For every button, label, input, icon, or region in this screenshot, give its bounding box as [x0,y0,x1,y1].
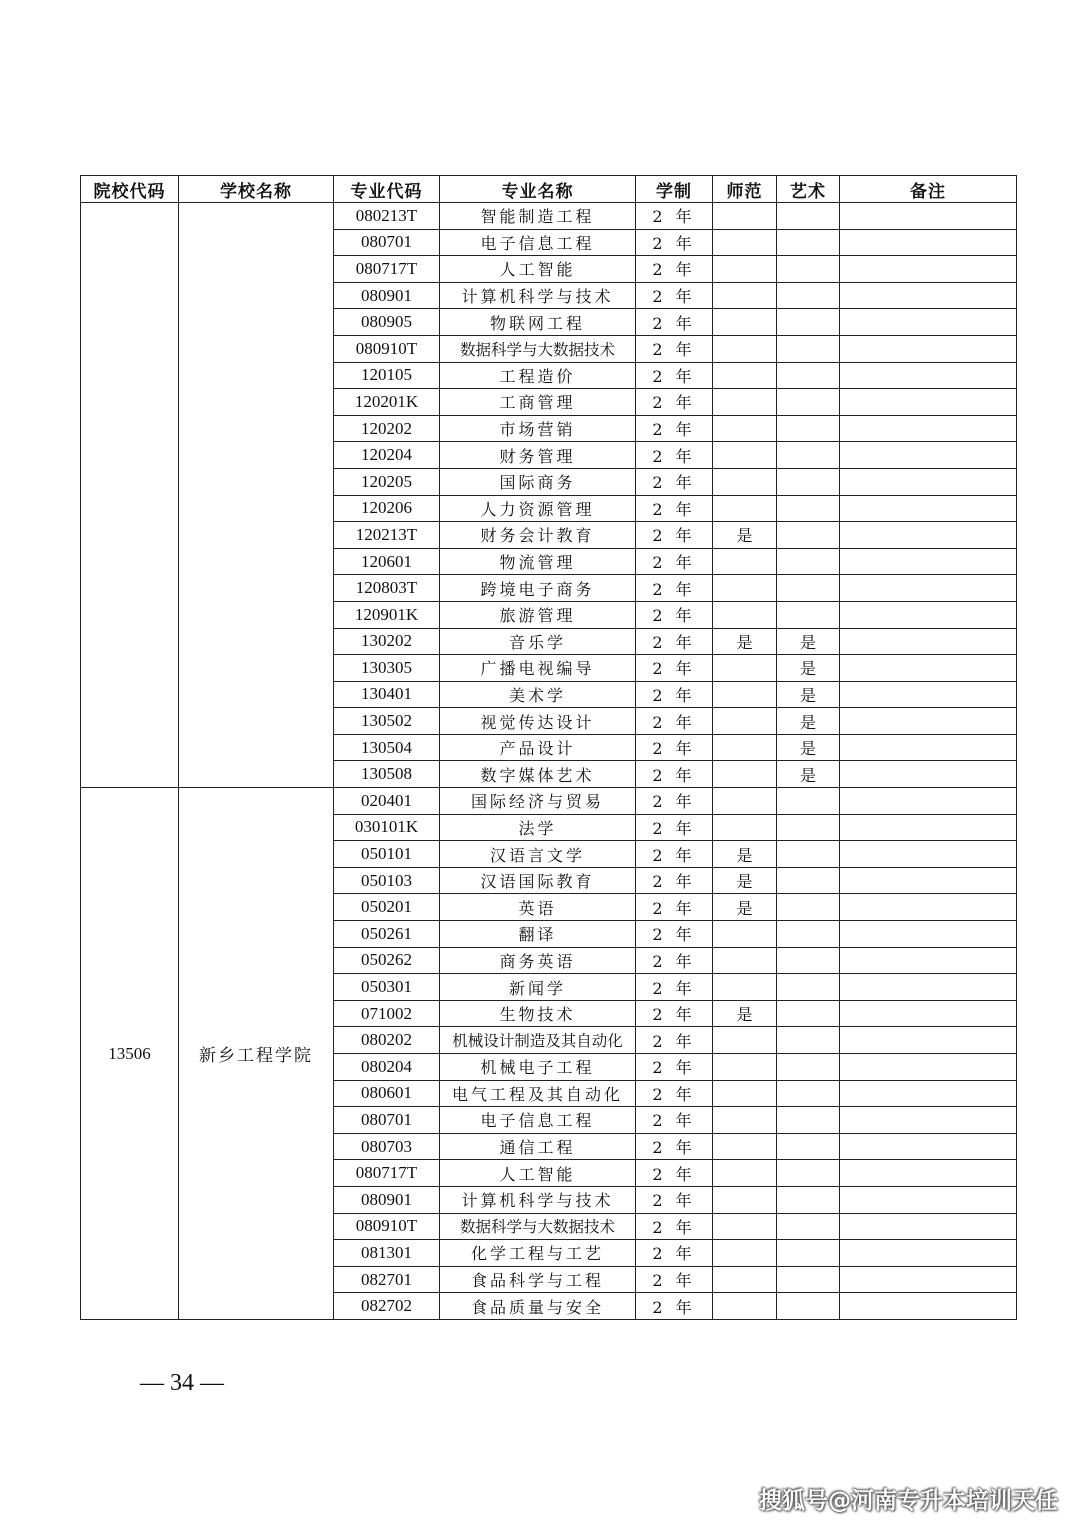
normal-flag-cell [713,1027,777,1054]
duration-cell: 2 年 [636,1213,713,1240]
table-body [81,203,1017,1320]
major-code-cell: 130502 [334,708,440,735]
remark-cell [840,468,1017,495]
normal-flag-cell [713,788,777,815]
art-flag-cell [777,335,840,362]
art-flag-cell [777,921,840,948]
normal-flag-cell [713,1160,777,1187]
art-flag-cell [777,468,840,495]
duration-cell: 2 年 [636,1160,713,1187]
art-flag-cell [777,867,840,894]
header-school-name: 学校名称 [179,176,334,203]
duration-cell: 2 年 [636,814,713,841]
normal-flag-cell [713,495,777,522]
remark-cell [840,1027,1017,1054]
major-code-cell: 050201 [334,894,440,921]
duration-cell: 2 年 [636,894,713,921]
major-name-cell: 美术学 [440,681,636,708]
header-art: 艺术 [777,176,840,203]
header-major-name: 专业名称 [440,176,636,203]
normal-flag-cell [713,335,777,362]
normal-flag-cell [713,761,777,788]
duration-cell: 2 年 [636,974,713,1001]
major-name-cell: 电气工程及其自动化 [440,1080,636,1107]
duration-cell: 2 年 [636,1186,713,1213]
normal-flag-cell [713,1186,777,1213]
art-flag-cell [777,601,840,628]
duration-cell: 2 年 [636,655,713,682]
remark-cell [840,282,1017,309]
major-code-cell: 130401 [334,681,440,708]
duration-cell: 2 年 [636,601,713,628]
normal-flag-cell [713,415,777,442]
major-name-cell: 数字媒体艺术 [440,761,636,788]
remark-cell [840,1186,1017,1213]
major-code-cell: 080701 [334,229,440,256]
major-code-cell: 080901 [334,282,440,309]
major-name-cell: 食品科学与工程 [440,1266,636,1293]
remark-cell [840,681,1017,708]
major-code-cell: 080905 [334,309,440,336]
major-name-cell: 汉语言文学 [440,841,636,868]
remark-cell [840,1160,1017,1187]
major-name-cell: 人工智能 [440,256,636,283]
duration-cell: 2 年 [636,256,713,283]
art-flag-cell [777,1027,840,1054]
normal-flag-cell [713,468,777,495]
major-code-cell: 082702 [334,1293,440,1320]
duration-cell: 2 年 [636,495,713,522]
major-name-cell: 汉语国际教育 [440,867,636,894]
major-code-cell: 080701 [334,1107,440,1134]
remark-cell [840,335,1017,362]
duration-cell: 2 年 [636,921,713,948]
major-name-cell: 旅游管理 [440,601,636,628]
remark-cell [840,788,1017,815]
major-name-cell: 英语 [440,894,636,921]
remark-cell [840,867,1017,894]
normal-flag-cell: 是 [713,867,777,894]
normal-flag-cell [713,681,777,708]
remark-cell [840,495,1017,522]
art-flag-cell [777,256,840,283]
table-row [81,788,1017,815]
normal-flag-cell [713,601,777,628]
art-flag-cell [777,389,840,416]
normal-flag-cell [713,947,777,974]
table-row [81,203,1017,230]
normal-flag-cell [713,1133,777,1160]
major-name-cell: 商务英语 [440,947,636,974]
major-name-cell: 视觉传达设计 [440,708,636,735]
duration-cell: 2 年 [636,229,713,256]
normal-flag-cell [713,1266,777,1293]
major-code-cell: 120901K [334,601,440,628]
major-name-cell: 食品质量与安全 [440,1293,636,1320]
major-code-cell: 080601 [334,1080,440,1107]
art-flag-cell [777,203,840,230]
normal-flag-cell [713,282,777,309]
major-name-cell: 电子信息工程 [440,229,636,256]
remark-cell [840,415,1017,442]
major-name-cell: 翻译 [440,921,636,948]
major-name-cell: 物流管理 [440,548,636,575]
major-name-cell: 国际商务 [440,468,636,495]
remark-cell [840,1054,1017,1081]
major-code-cell: 080901 [334,1186,440,1213]
major-name-cell: 工程造价 [440,362,636,389]
art-flag-cell [777,522,840,549]
major-code-cell: 130305 [334,655,440,682]
watermark: 搜狐号@河南专升本培训天任 [759,1488,1058,1514]
duration-cell: 2 年 [636,867,713,894]
art-flag-cell [777,1107,840,1134]
normal-flag-cell [713,256,777,283]
major-name-cell: 数据科学与大数据技术 [440,1213,636,1240]
duration-cell: 2 年 [636,1133,713,1160]
art-flag-cell [777,788,840,815]
major-name-cell: 广播电视编导 [440,655,636,682]
art-flag-cell: 是 [777,734,840,761]
normal-flag-cell [713,362,777,389]
major-name-cell: 市场营销 [440,415,636,442]
major-code-cell: 080910T [334,1213,440,1240]
art-flag-cell [777,495,840,522]
remark-cell [840,1080,1017,1107]
major-name-cell: 物联网工程 [440,309,636,336]
header-normal: 师范 [713,176,777,203]
duration-cell: 2 年 [636,841,713,868]
normal-flag-cell [713,442,777,469]
major-code-cell: 071002 [334,1000,440,1027]
art-flag-cell [777,947,840,974]
major-code-cell: 050103 [334,867,440,894]
header-remark: 备注 [840,176,1017,203]
duration-cell: 2 年 [636,734,713,761]
duration-cell: 2 年 [636,1107,713,1134]
normal-flag-cell [713,655,777,682]
school-code-cell [81,203,179,788]
art-flag-cell [777,229,840,256]
majors-table [80,175,1017,1320]
duration-cell: 2 年 [636,415,713,442]
remark-cell [840,814,1017,841]
major-code-cell: 080910T [334,335,440,362]
remark-cell [840,1107,1017,1134]
remark-cell [840,1266,1017,1293]
art-flag-cell [777,1133,840,1160]
major-name-cell: 财务管理 [440,442,636,469]
duration-cell: 2 年 [636,389,713,416]
header-school-code: 院校代码 [81,176,179,203]
major-name-cell: 通信工程 [440,1133,636,1160]
header-row [81,176,1017,203]
remark-cell [840,921,1017,948]
duration-cell: 2 年 [636,548,713,575]
school-name-cell [179,203,334,788]
major-name-cell: 机械电子工程 [440,1054,636,1081]
normal-flag-cell [713,1107,777,1134]
remark-cell [840,894,1017,921]
duration-cell: 2 年 [636,1266,713,1293]
school-name-cell: 新乡工程学院 [179,788,334,1320]
major-code-cell: 050262 [334,947,440,974]
remark-cell [840,548,1017,575]
major-code-cell: 120202 [334,415,440,442]
major-name-cell: 化学工程与工艺 [440,1240,636,1267]
art-flag-cell [777,1240,840,1267]
remark-cell [840,841,1017,868]
duration-cell: 2 年 [636,203,713,230]
major-code-cell: 080202 [334,1027,440,1054]
art-flag-cell [777,1000,840,1027]
remark-cell [840,522,1017,549]
remark-cell [840,1133,1017,1160]
major-name-cell: 法学 [440,814,636,841]
remark-cell [840,389,1017,416]
art-flag-cell [777,282,840,309]
art-flag-cell [777,1213,840,1240]
major-name-cell: 新闻学 [440,974,636,1001]
art-flag-cell: 是 [777,681,840,708]
duration-cell: 2 年 [636,947,713,974]
duration-cell: 2 年 [636,335,713,362]
duration-cell: 2 年 [636,628,713,655]
normal-flag-cell [713,974,777,1001]
normal-flag-cell [713,548,777,575]
duration-cell: 2 年 [636,468,713,495]
major-name-cell: 智能制造工程 [440,203,636,230]
school-code-cell: 13506 [81,788,179,1320]
normal-flag-cell [713,734,777,761]
art-flag-cell [777,415,840,442]
art-flag-cell: 是 [777,655,840,682]
major-code-cell: 080703 [334,1133,440,1160]
major-code-cell: 120205 [334,468,440,495]
art-flag-cell: 是 [777,761,840,788]
header-major-code: 专业代码 [334,176,440,203]
duration-cell: 2 年 [636,575,713,602]
major-name-cell: 数据科学与大数据技术 [440,335,636,362]
art-flag-cell [777,1054,840,1081]
art-flag-cell [777,548,840,575]
art-flag-cell [777,974,840,1001]
remark-cell [840,229,1017,256]
major-code-cell: 050101 [334,841,440,868]
major-code-cell: 120213T [334,522,440,549]
remark-cell [840,575,1017,602]
major-code-cell: 050261 [334,921,440,948]
duration-cell: 2 年 [636,282,713,309]
remark-cell [840,734,1017,761]
normal-flag-cell [713,229,777,256]
major-code-cell: 130202 [334,628,440,655]
remark-cell [840,309,1017,336]
major-name-cell: 生物技术 [440,1000,636,1027]
normal-flag-cell: 是 [713,1000,777,1027]
major-name-cell: 电子信息工程 [440,1107,636,1134]
normal-flag-cell [713,1080,777,1107]
duration-cell: 2 年 [636,1293,713,1320]
major-code-cell: 120204 [334,442,440,469]
art-flag-cell [777,1160,840,1187]
major-code-cell: 082701 [334,1266,440,1293]
major-name-cell: 人力资源管理 [440,495,636,522]
major-name-cell: 跨境电子商务 [440,575,636,602]
normal-flag-cell [713,814,777,841]
duration-cell: 2 年 [636,708,713,735]
duration-cell: 2 年 [636,1000,713,1027]
major-code-cell: 080717T [334,256,440,283]
duration-cell: 2 年 [636,309,713,336]
major-code-cell: 120601 [334,548,440,575]
major-code-cell: 080204 [334,1054,440,1081]
major-name-cell: 计算机科学与技术 [440,282,636,309]
duration-cell: 2 年 [636,362,713,389]
normal-flag-cell [713,389,777,416]
page-number: — 34 — [140,1370,224,1396]
remark-cell [840,628,1017,655]
major-code-cell: 130504 [334,734,440,761]
major-name-cell: 计算机科学与技术 [440,1186,636,1213]
duration-cell: 2 年 [636,522,713,549]
normal-flag-cell [713,921,777,948]
remark-cell [840,256,1017,283]
major-code-cell: 020401 [334,788,440,815]
major-name-cell: 国际经济与贸易 [440,788,636,815]
major-name-cell: 人工智能 [440,1160,636,1187]
art-flag-cell [777,309,840,336]
duration-cell: 2 年 [636,1027,713,1054]
normal-flag-cell: 是 [713,522,777,549]
duration-cell: 2 年 [636,1054,713,1081]
major-code-cell: 030101K [334,814,440,841]
art-flag-cell [777,841,840,868]
duration-cell: 2 年 [636,681,713,708]
art-flag-cell: 是 [777,628,840,655]
major-name-cell: 产品设计 [440,734,636,761]
normal-flag-cell [713,1293,777,1320]
major-code-cell: 120201K [334,389,440,416]
major-code-cell: 081301 [334,1240,440,1267]
normal-flag-cell [713,1054,777,1081]
remark-cell [840,761,1017,788]
major-code-cell: 080213T [334,203,440,230]
art-flag-cell [777,1293,840,1320]
art-flag-cell [777,894,840,921]
art-flag-cell [777,1266,840,1293]
art-flag-cell [777,1080,840,1107]
normal-flag-cell: 是 [713,628,777,655]
major-name-cell: 音乐学 [440,628,636,655]
normal-flag-cell [713,575,777,602]
art-flag-cell [777,362,840,389]
major-code-cell: 120105 [334,362,440,389]
major-name-cell: 财务会计教育 [440,522,636,549]
normal-flag-cell [713,708,777,735]
table-header [81,176,1017,203]
remark-cell [840,1240,1017,1267]
remark-cell [840,1293,1017,1320]
remark-cell [840,947,1017,974]
major-name-cell: 机械设计制造及其自动化 [440,1027,636,1054]
duration-cell: 2 年 [636,761,713,788]
major-code-cell: 080717T [334,1160,440,1187]
normal-flag-cell [713,203,777,230]
major-code-cell: 120803T [334,575,440,602]
normal-flag-cell: 是 [713,841,777,868]
art-flag-cell [777,575,840,602]
major-code-cell: 120206 [334,495,440,522]
duration-cell: 2 年 [636,1240,713,1267]
duration-cell: 2 年 [636,1080,713,1107]
remark-cell [840,655,1017,682]
normal-flag-cell [713,309,777,336]
art-flag-cell [777,442,840,469]
duration-cell: 2 年 [636,788,713,815]
remark-cell [840,708,1017,735]
major-code-cell: 130508 [334,761,440,788]
header-duration: 学制 [636,176,713,203]
remark-cell [840,1000,1017,1027]
art-flag-cell: 是 [777,708,840,735]
major-name-cell: 工商管理 [440,389,636,416]
normal-flag-cell: 是 [713,894,777,921]
remark-cell [840,1213,1017,1240]
remark-cell [840,203,1017,230]
normal-flag-cell [713,1240,777,1267]
remark-cell [840,362,1017,389]
major-code-cell: 050301 [334,974,440,1001]
remark-cell [840,601,1017,628]
duration-cell: 2 年 [636,442,713,469]
normal-flag-cell [713,1213,777,1240]
art-flag-cell [777,814,840,841]
art-flag-cell [777,1186,840,1213]
remark-cell [840,974,1017,1001]
remark-cell [840,442,1017,469]
